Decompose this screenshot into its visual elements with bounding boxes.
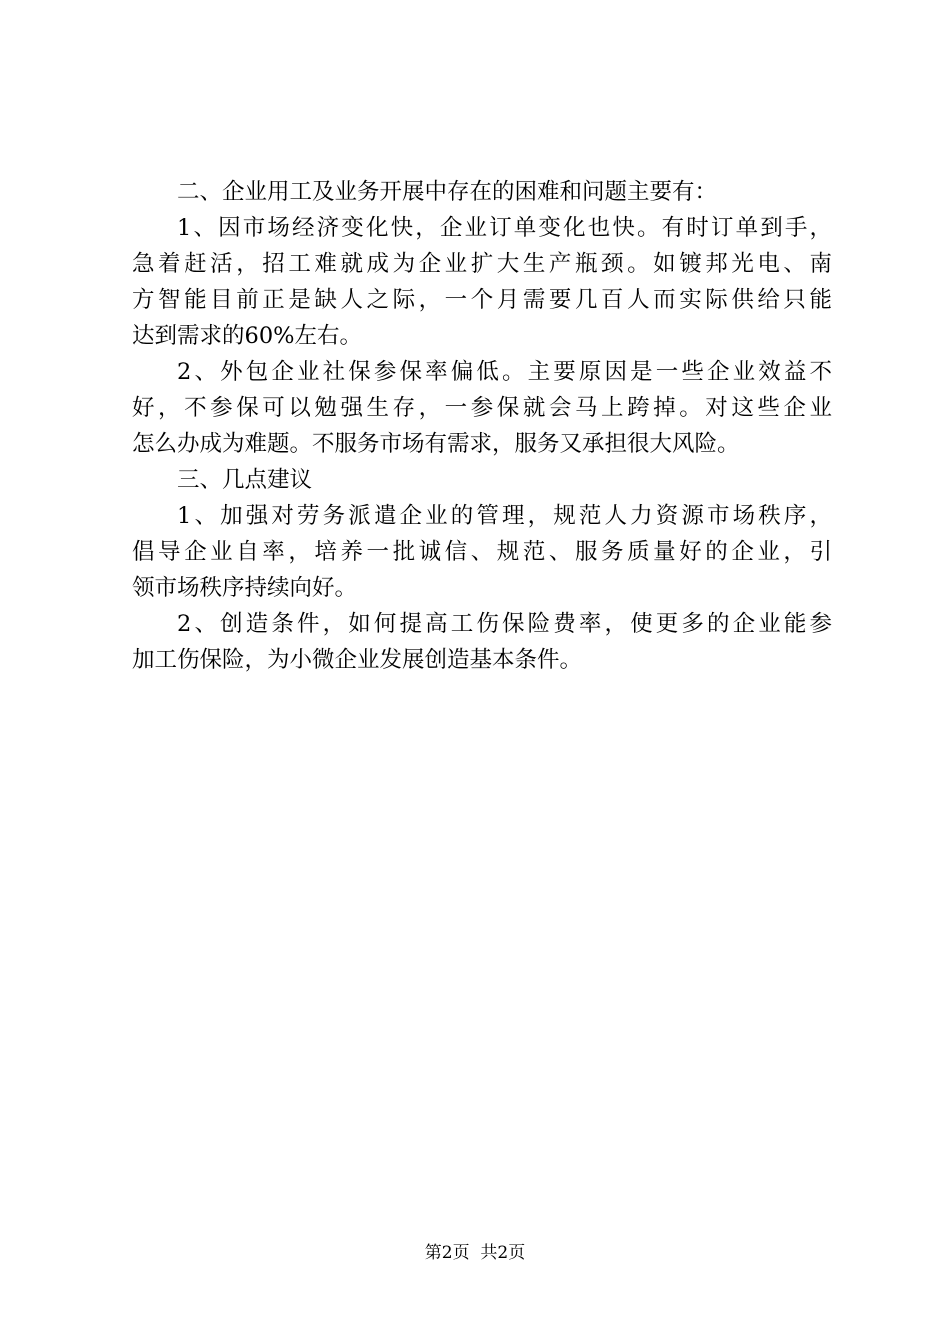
paragraph-labor-shortage <box>132 210 832 354</box>
paragraph-line: 2、创造条件，如何提高工伤保险费率，使更多的企业能参 <box>177 611 832 637</box>
paragraph-line: 领市场秩序持续向好。 <box>132 575 358 601</box>
section-heading-suggestions <box>132 462 832 498</box>
page-number-footer: 第2页 共2页 <box>424 1243 526 1263</box>
paragraph-injury-insurance <box>132 606 832 678</box>
paragraph-line: 方智能目前正是缺人之际，一个月需要几百人而实际供给只能 <box>132 287 832 313</box>
section-heading-difficulties <box>132 174 832 210</box>
paragraph-social-insurance <box>132 354 832 462</box>
document-body <box>132 174 832 678</box>
paragraph-line: 2、外包企业社保参保率偏低。主要原因是一些企业效益不 <box>177 359 832 385</box>
paragraph-line: 三、几点建议 <box>177 467 313 493</box>
paragraph-line: 倡导企业自率，培养一批诚信、规范、服务质量好的企业，引 <box>132 539 832 565</box>
paragraph-line: 加工伤保险，为小微企业发展创造基本条件。 <box>132 647 583 673</box>
paragraph-dispatch-management <box>132 498 832 606</box>
paragraph-line: 急着赶活，招工难就成为企业扩大生产瓶颈。如镀邦光电、南 <box>132 251 832 277</box>
paragraph-line: 二、企业用工及业务开展中存在的困难和问题主要有： <box>177 179 718 205</box>
paragraph-line: 1、因市场经济变化快，企业订单变化也快。有时订单到手， <box>177 215 832 241</box>
paragraph-line: 怎么办成为难题。不服务市场有需求，服务又承担很大风险。 <box>132 431 740 457</box>
paragraph-line: 达到需求的60%左右。 <box>132 323 363 349</box>
paragraph-line: 1、加强对劳务派遣企业的管理，规范人力资源市场秩序， <box>177 503 832 529</box>
paragraph-line: 好，不参保可以勉强生存，一参保就会马上跨掉。对这些企业 <box>132 395 832 421</box>
